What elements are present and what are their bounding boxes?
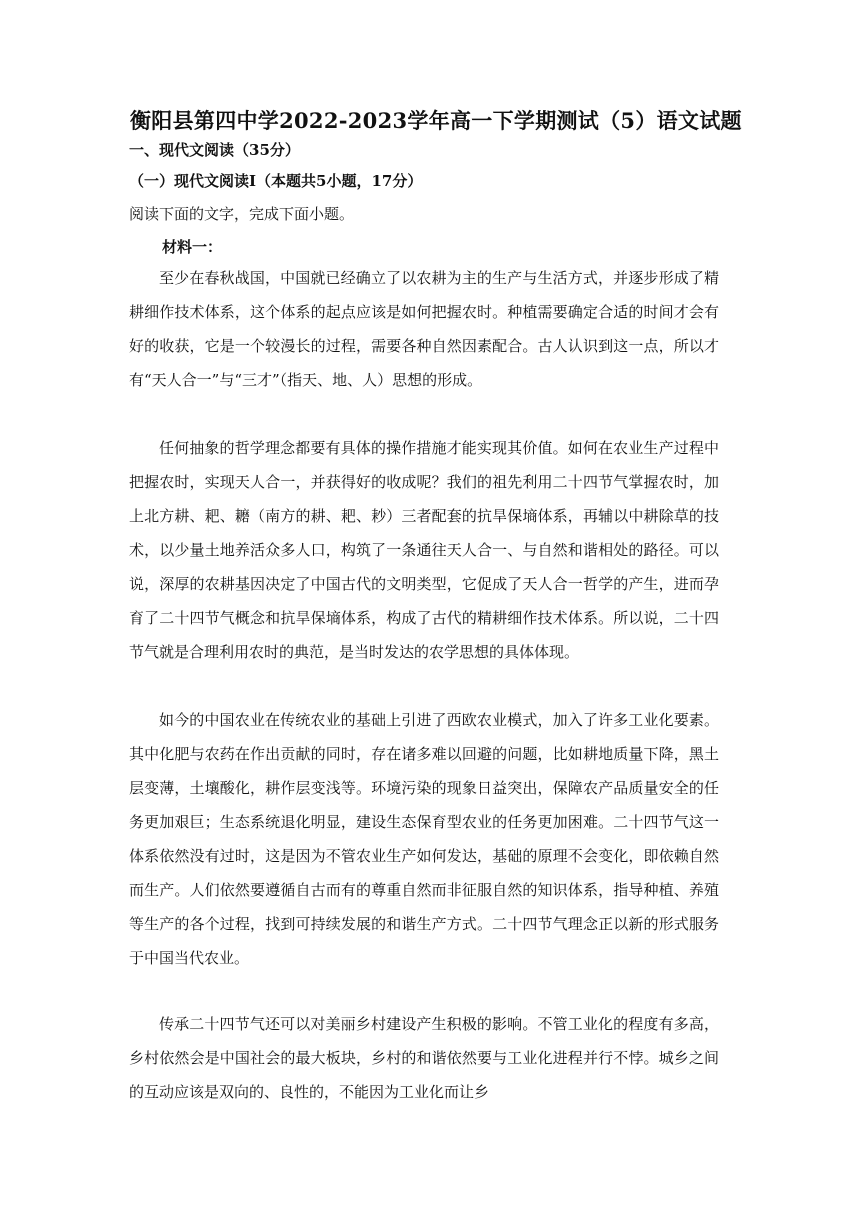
instruction-text: 阅读下面的文字，完成下面小题。	[129, 205, 355, 223]
paragraph-1: 至少在春秋战国，中国就已经确立了以农耕为主的生产与生活方式，并逐步形成了精耕细作技术体系，这个体系的起点应该是如何把握农时。种植需要确定合适的时间才会有好的收获，它是一个较漫长的过程，需要各种自然因素配合。古人认识到这一点，所以才有“天人合一”与“三才”（指天、地、人）思想的形成。	[129, 269, 719, 389]
material-label: 材料一：	[162, 238, 223, 256]
paragraph-4: 传承二十四节气还可以对美丽乡村建设产生积极的影响。不管工业化的程度有多高，乡村依然会是中国社会的最大板块，乡村的和谐依然要与工业化进程并行不悖。城乡之间的互动应该是双向的、良性的，不能因为工业化而让乡	[129, 1015, 719, 1101]
section-heading: 一、现代文阅读（35分）	[129, 141, 300, 159]
paragraph-2: 任何抽象的哲学理念都要有具体的操作措施才能实现其价值。如何在农业生产过程中把握农时，实现天人合一，并获得好的收成呢？我们的祖先利用二十四节气掌握农时，加上北方耕、耙、耱（南方的耕、耙、耖）三者配套的抗旱保墒体系，再辅以中耕除草的技术，以少量土地养活众多人口，构筑了一条通往天人合一、与自然和谐相处的路径。可以说，深厚的农耕基因决定了中国古代的文明类型，它促成了天人合一哲学的产生，进而孕育了二十四节气概念和抗旱保墒体系，构成了古代的精耕细作技术体系。所以说，二十四节气就是合理利用农时的典范，是当时发达的农学思想的具体体现。	[129, 439, 719, 661]
paragraph-3: 如今的中国农业在传统农业的基础上引进了西欧农业模式，加入了许多工业化要素。其中化肥与农药在作出贡献的同时，存在诸多难以回避的问题，比如耕地质量下降，黑土层变薄，土壤酸化，耕作层变浅等。环境污染的现象日益突出，保障农产品质量安全的任务更加艰巨；生态系统退化明显，建设生态保育型农业的任务更加困难。二十四节气这一体系依然没有过时，这是因为不管农业生产如何发达，基础的原理不会变化，即依赖自然而生产。人们依然要遵循自古而有的尊重自然而非征服自然的知识体系，指导种植、养殖等生产的各个过程，找到可持续发展的和谐生产方式。二十四节气理念正以新的形式服务于中国当代农业。	[129, 711, 719, 967]
document-title: 衡阳县第四中学2022-2023学年高一下学期测试（5）语文试题	[130, 108, 742, 133]
subsection-heading: （一）现代文阅读I（本题共5小题，17分）	[129, 172, 423, 190]
